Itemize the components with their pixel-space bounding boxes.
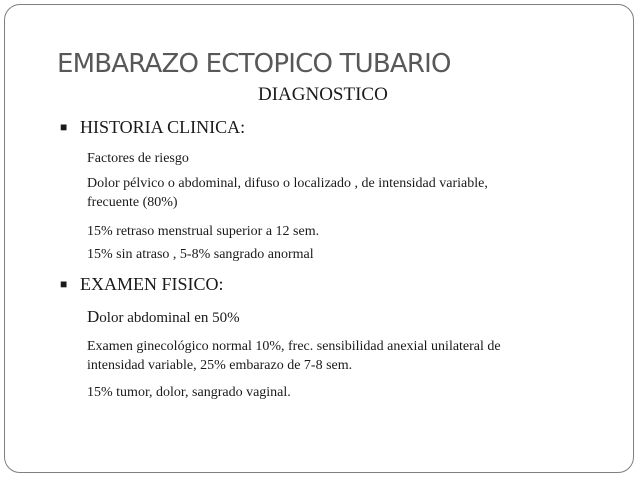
filled-square-bullet-icon: ■ [60,120,68,134]
drop-letter: D [87,307,100,326]
text-line: intensidad variable, 25% embarazo de 7-8 sem. [87,358,353,373]
bullet-label: HISTORIA CLINICA: [80,117,246,137]
text-line: Factores de riesgo [87,151,189,166]
bullet-label: EXAMEN FISICO: [80,274,224,294]
bullet-examen-fisico [60,274,224,295]
text-line: 15% sin atraso , 5-8% sangrado anormal [87,247,314,262]
slide-subtitle: DIAGNOSTICO [258,84,388,105]
text-line: Dolor pélvico o abdominal, difuso o localizado , de intensidad variable, [87,176,488,191]
bullet-historia-clinica [60,117,245,138]
text-line: frecuente (80%) [87,195,178,210]
text-line [87,307,240,328]
filled-square-bullet-icon: ■ [60,277,68,291]
text-line: 15% retraso menstrual superior a 12 sem. [87,224,320,239]
text-line-rest: olor abdominal en 50% [99,310,240,326]
text-line: 15% tumor, dolor, sangrado vaginal. [87,385,291,400]
slide-title: EMBARAZO ECTOPICO TUBARIO [57,49,451,79]
text-line: Examen ginecológico normal 10%, frec. sensibilidad anexial unilateral de [87,339,501,354]
